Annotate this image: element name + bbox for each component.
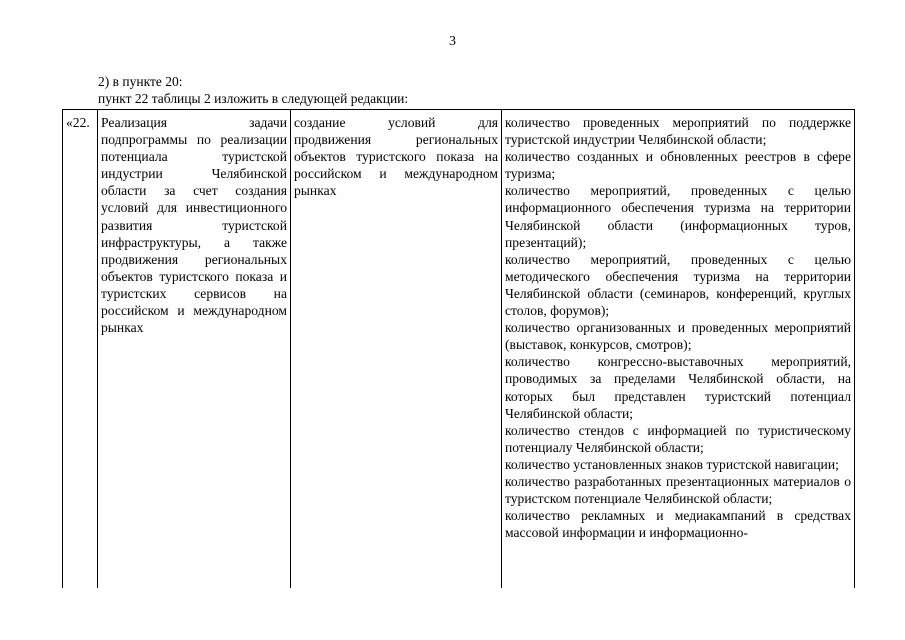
indicator-item: количество проведенных мероприятий по поддержке туристской индустрии Челябинской области; bbox=[505, 115, 851, 148]
goal-cell: создание условий для продвижения региональных объектов туристского показа на российском и международном рынках bbox=[291, 110, 502, 589]
indicator-item: количество созданных и обновленных реестров в сфере туризма; bbox=[505, 149, 851, 182]
intro-line-2: пункт 22 таблицы 2 изложить в следующей редакции: bbox=[98, 91, 409, 106]
table-row bbox=[63, 110, 855, 589]
task-cell: Реализация задачи подпрограммы по реализации потенциала туристской индустрии Челябинской области за счет создания условий для инвестиционного развития туристской инфраструктуры, а также продвижения региональных объектов туристского показа и туристских сервисов на российском и международном рынках bbox=[98, 110, 291, 589]
indicators-cell bbox=[502, 110, 855, 589]
indicator-item: количество мероприятий, проведенных с целью информационного обеспечения туризма на территории Челябинской области (информационных туров, презентаций); bbox=[505, 183, 851, 250]
indicator-item: количество установленных знаков туристской навигации; bbox=[505, 456, 839, 472]
indicator-item: количество мероприятий, проведенных с целью методического обеспечения туризма на территории Челябинской области (семинаров, конференций, круглых столов, форумов); bbox=[505, 251, 851, 319]
intro-line-1: 2) в пункте 20: bbox=[98, 74, 183, 89]
page-number: 3 bbox=[449, 34, 456, 49]
indicator-item: количество организованных и проведенных мероприятий (выставок, конкурсов, смотров); bbox=[505, 320, 851, 353]
indicator-item: количество разработанных презентационных материалов о туристском потенциале Челябинской области; bbox=[505, 473, 851, 507]
program-table bbox=[62, 109, 855, 588]
indicator-item: количество конгрессно-выставочных мероприятий, проводимых за пределами Челябинской области, на которых был представлен туристский потенциал Челябинской области; bbox=[505, 354, 851, 421]
indicator-item: количество рекламных и медиакампаний в средствах массовой информации и информационно- bbox=[505, 508, 851, 541]
row-number-cell: «22. bbox=[63, 110, 98, 589]
indicator-item: количество стендов с информацией по туристическому потенциалу Челябинской области; bbox=[505, 422, 851, 455]
